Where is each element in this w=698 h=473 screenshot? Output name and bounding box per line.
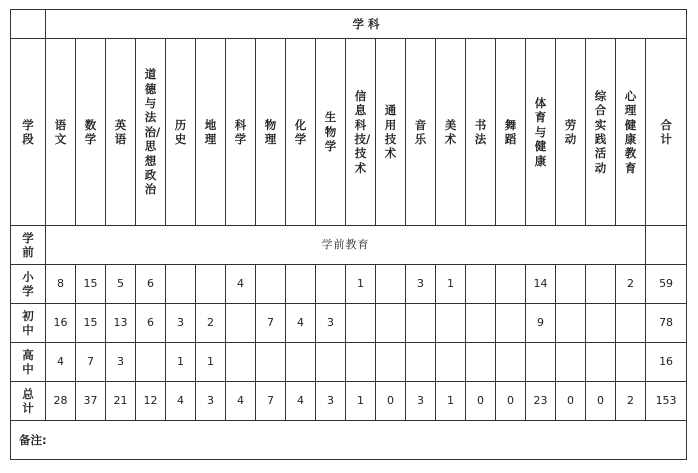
table-cell: [496, 304, 526, 343]
table-cell: 28: [46, 382, 76, 421]
table-cell: [346, 343, 376, 382]
table-cell: [466, 265, 496, 304]
total-cell: 16: [646, 343, 687, 382]
table-cell: 15: [76, 304, 106, 343]
subject-header: 道德与法治/思想政治: [136, 39, 166, 226]
total-header: 合计: [646, 39, 687, 226]
senior-high-row: [11, 343, 687, 382]
table-cell: [376, 343, 406, 382]
subject-header: 化学: [286, 39, 316, 226]
table-cell: 13: [106, 304, 136, 343]
table-cell: 3: [166, 304, 196, 343]
subject-header: 书法: [466, 39, 496, 226]
table-cell: [436, 304, 466, 343]
table-cell: 1: [436, 265, 466, 304]
table-cell: 0: [496, 382, 526, 421]
table-cell: [406, 343, 436, 382]
table-cell: [496, 265, 526, 304]
table-cell: [586, 304, 616, 343]
subject-header: 数学: [76, 39, 106, 226]
total-cell: [646, 226, 687, 265]
subject-header: 综合实践活动: [586, 39, 616, 226]
table-cell: [256, 265, 286, 304]
table-cell: 0: [556, 382, 586, 421]
table-cell: [316, 343, 346, 382]
table-cell: 8: [46, 265, 76, 304]
subject-header: 通用技术: [376, 39, 406, 226]
table-cell: 4: [286, 304, 316, 343]
table-cell: [436, 343, 466, 382]
table-cell: 1: [436, 382, 466, 421]
junior-high-row: [11, 304, 687, 343]
subject-header: 美术: [436, 39, 466, 226]
table-cell: 3: [106, 343, 136, 382]
subject-header: 心理健康教育: [616, 39, 646, 226]
table-cell: 3: [406, 382, 436, 421]
table-cell: 5: [106, 265, 136, 304]
subject-header: 生物学: [316, 39, 346, 226]
curriculum-table: [10, 9, 687, 460]
table-cell: 37: [76, 382, 106, 421]
total-cell: 153: [646, 382, 687, 421]
subject-header: 体育与健康: [526, 39, 556, 226]
primary-row: [11, 265, 687, 304]
subject-header: 地理: [196, 39, 226, 226]
table-cell: 4: [226, 382, 256, 421]
table-cell: 16: [46, 304, 76, 343]
table-cell: 2: [616, 382, 646, 421]
stage-label: 总计: [11, 382, 46, 421]
table-cell: 2: [616, 265, 646, 304]
note-row: [11, 421, 687, 460]
table-cell: [166, 265, 196, 304]
table-cell: 4: [286, 382, 316, 421]
table-cell: [196, 265, 226, 304]
total-cell: 59: [646, 265, 687, 304]
table-cell: 7: [256, 382, 286, 421]
table-cell: 9: [526, 304, 556, 343]
table-cell: [226, 304, 256, 343]
table-cell: 0: [586, 382, 616, 421]
table-cell: 21: [106, 382, 136, 421]
subject-header: 语文: [46, 39, 76, 226]
subject-group-row: [11, 10, 687, 39]
subject-header: 科学: [226, 39, 256, 226]
table-cell: [526, 343, 556, 382]
subject-header: 音乐: [406, 39, 436, 226]
table-cell: 12: [136, 382, 166, 421]
subject-group-title: 学 科: [46, 10, 687, 39]
table-cell: [556, 343, 586, 382]
subject-header: 舞蹈: [496, 39, 526, 226]
table-cell: [466, 304, 496, 343]
table-cell: [346, 304, 376, 343]
subject-header: 物理: [256, 39, 286, 226]
preschool-span-cell: 学前教育: [46, 226, 646, 265]
table-cell: [466, 343, 496, 382]
table-cell: [316, 265, 346, 304]
table-cell: 3: [406, 265, 436, 304]
table-cell: 1: [346, 382, 376, 421]
total-cell: 78: [646, 304, 687, 343]
subject-header-row: [11, 39, 687, 226]
table-cell: 0: [466, 382, 496, 421]
table-cell: [286, 265, 316, 304]
table-cell: 2: [196, 304, 226, 343]
note-label: 备注:: [11, 421, 687, 460]
grand-total-row: [11, 382, 687, 421]
table-cell: [556, 265, 586, 304]
table-cell: 1: [196, 343, 226, 382]
table-cell: [376, 304, 406, 343]
stage-label: 初中: [11, 304, 46, 343]
corner-cell: [11, 10, 46, 39]
table-cell: [616, 343, 646, 382]
table-cell: 6: [136, 265, 166, 304]
table-cell: [136, 343, 166, 382]
table-cell: [586, 265, 616, 304]
table-cell: [556, 304, 586, 343]
curriculum-table-container: [10, 9, 686, 457]
table-cell: 3: [196, 382, 226, 421]
table-cell: [256, 343, 286, 382]
stage-label: 学前: [11, 226, 46, 265]
subject-header: 信息科技/技术: [346, 39, 376, 226]
table-cell: 4: [46, 343, 76, 382]
table-cell: 7: [256, 304, 286, 343]
table-cell: 1: [346, 265, 376, 304]
table-cell: 6: [136, 304, 166, 343]
table-cell: 4: [166, 382, 196, 421]
stage-label: 高中: [11, 343, 46, 382]
stage-header: 学段: [11, 39, 46, 226]
subject-header: 劳动: [556, 39, 586, 226]
table-cell: 3: [316, 382, 346, 421]
table-cell: 1: [166, 343, 196, 382]
table-cell: [586, 343, 616, 382]
table-cell: 3: [316, 304, 346, 343]
table-cell: [226, 343, 256, 382]
table-cell: 23: [526, 382, 556, 421]
table-cell: 0: [376, 382, 406, 421]
subject-header: 历史: [166, 39, 196, 226]
subject-header: 英语: [106, 39, 136, 226]
table-cell: [406, 304, 436, 343]
preschool-row: [11, 226, 687, 265]
table-cell: [496, 343, 526, 382]
table-cell: [286, 343, 316, 382]
table-cell: 14: [526, 265, 556, 304]
table-cell: 4: [226, 265, 256, 304]
stage-label: 小学: [11, 265, 46, 304]
table-cell: [616, 304, 646, 343]
table-cell: 7: [76, 343, 106, 382]
table-cell: 15: [76, 265, 106, 304]
table-cell: [376, 265, 406, 304]
